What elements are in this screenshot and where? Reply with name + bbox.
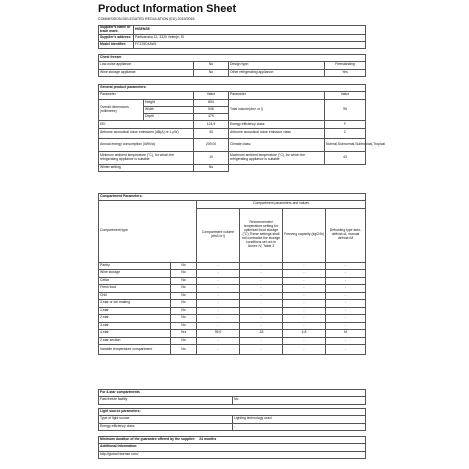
compartment-temperature: - xyxy=(240,345,283,355)
low-noise-label: Low-noise appliance: xyxy=(99,62,194,69)
compartment-present: No xyxy=(171,262,197,270)
width-label: Width xyxy=(144,106,194,113)
climate-label: Climate class: xyxy=(229,138,325,151)
compartment-type-header: Compartment type xyxy=(99,201,197,262)
recommended-temp-header: Recommended temperature setting for optimised food storage (°C) These settings shall not contradict the storage conditions set out in Annex IV, Table 3 xyxy=(240,208,283,262)
compartment-row xyxy=(99,337,366,345)
compartment-volume: - xyxy=(197,262,240,270)
compartment-freezing-capacity: - xyxy=(283,277,326,285)
freezing-capacity-header: Freezing capacity (kg/24h) xyxy=(283,208,326,262)
max-temp-label: Maximum ambient temperature (°C), for which the refrigerating appliance is suitable xyxy=(229,151,325,164)
compartment-name: Cellar xyxy=(99,277,171,285)
compartment-row xyxy=(99,277,366,285)
depth-value: 479 xyxy=(194,114,229,121)
compartment-defrost-type: - xyxy=(326,277,366,285)
compartment-defrost-type: - xyxy=(326,322,366,330)
compartment-defrost-type: - xyxy=(326,285,366,293)
height-label: Height xyxy=(144,99,194,106)
compartment-present: No xyxy=(171,292,197,300)
compartment-freezing-capacity: - xyxy=(283,345,326,355)
noise-class-value: C xyxy=(325,128,366,138)
compartment-volume: - xyxy=(197,285,240,293)
energy-class-value: F xyxy=(325,121,366,128)
light-class-label: Energy efficiency class xyxy=(99,423,233,430)
light-class-value: - xyxy=(233,423,366,430)
page-title: Product Information Sheet xyxy=(98,3,237,15)
compartment-temperature: - xyxy=(240,270,283,278)
winter-value: No xyxy=(194,164,229,171)
compartment-row xyxy=(99,300,366,308)
param-col-header: Parameter xyxy=(99,92,194,99)
supplier-address-value: Partizanska 12, 3320 Velenje, SI xyxy=(134,34,366,41)
general-parameters-table xyxy=(98,84,386,172)
noise-class-label: Airborne acoustical noise emission class xyxy=(229,128,325,138)
compartment-row xyxy=(99,285,366,293)
compartment-temperature: - xyxy=(240,337,283,345)
compartment-name: Wine storage xyxy=(99,270,171,278)
light-table xyxy=(98,408,366,431)
additional-heading: Additional information: xyxy=(99,444,366,451)
aec-label: Annual energy consumption (kWh/a) xyxy=(99,138,194,151)
energy-class-label: Energy efficiency class xyxy=(229,121,325,128)
value-col-header-2: Value xyxy=(325,92,366,99)
compartment-temperature: - xyxy=(240,300,283,308)
compartment-freezing-capacity: - xyxy=(283,307,326,315)
compartment-temperature: - xyxy=(240,277,283,285)
light-heading: Light source parameters: xyxy=(99,409,366,416)
compartment-defrost-type: - xyxy=(326,337,366,345)
total-volume-value: 95 xyxy=(325,99,366,121)
wine-storage-value: No xyxy=(194,69,229,76)
compartment-row xyxy=(99,345,366,355)
compartment-temperature: -18 xyxy=(240,330,283,338)
compartment-row xyxy=(99,315,366,323)
supplier-address-label: Supplier's address: xyxy=(99,34,134,41)
max-temp-value: 43 xyxy=(325,151,366,164)
compartment-present: No xyxy=(171,315,197,323)
compartment-present: Yes xyxy=(171,330,197,338)
compartment-present: No xyxy=(171,300,197,308)
defrost-type-header: Defrosting type auto-defrost=A, manual defrost=M xyxy=(326,208,366,262)
compartment-heading: Compartment Parameters: xyxy=(99,194,366,201)
compartment-volume: - xyxy=(197,292,240,300)
aec-value: 209,00 xyxy=(194,138,229,151)
compartment-present: No xyxy=(171,270,197,278)
regulation-subtitle: COMMISSION DELEGATED REGULATION (EU) 2019/2016 xyxy=(98,17,195,21)
supplier-name-value: HISENSE xyxy=(134,26,366,35)
compartment-defrost-type: - xyxy=(326,292,366,300)
compartment-temperature: - xyxy=(240,307,283,315)
width-value: 546 xyxy=(194,106,229,113)
compartment-row xyxy=(99,322,366,330)
compartment-present: No xyxy=(171,307,197,315)
compartment-volume: - xyxy=(197,315,240,323)
compartment-present: No xyxy=(171,285,197,293)
compartment-temperature: - xyxy=(240,285,283,293)
compartment-volume: - xyxy=(197,307,240,315)
compartment-defrost-type: - xyxy=(326,307,366,315)
climate-value: Normal,Subnormal,Subtropical,Tropical xyxy=(325,138,366,151)
fast-freeze-value: No xyxy=(233,397,366,404)
compartment-freezing-capacity: - xyxy=(283,270,326,278)
compartment-volume: - xyxy=(197,300,240,308)
compartment-name: Chill xyxy=(99,292,171,300)
guarantee-label: Minimum duration of the guarantee offered by the supplier: xyxy=(100,437,196,442)
compartment-row xyxy=(99,270,366,278)
compartment-name: 4-star xyxy=(99,330,171,338)
guarantee-table xyxy=(98,436,366,459)
type-table xyxy=(98,54,366,77)
eei-value: 124,5 xyxy=(194,121,229,128)
eei-label: EEI xyxy=(99,121,194,128)
compartment-defrost-type: M xyxy=(326,330,366,338)
compartment-volume: 95,0 xyxy=(197,330,240,338)
compartment-defrost-type: - xyxy=(326,262,366,270)
additional-link[interactable]: http://global.hisense.com/ xyxy=(99,451,366,458)
compartment-row xyxy=(99,262,366,270)
min-temp-value: 10 xyxy=(194,151,229,164)
guarantee-value: 24 months xyxy=(199,437,217,442)
compartment-freezing-capacity: - xyxy=(283,315,326,323)
model-value: FC125D4AW1 xyxy=(134,42,366,49)
compartment-name: 2-star section xyxy=(99,337,171,345)
compartment-name: 2-star xyxy=(99,315,171,323)
general-heading: General product parameters: xyxy=(99,85,366,92)
volume-header: Compartment volume (dm3 or l) xyxy=(197,208,240,262)
compartment-row xyxy=(99,292,366,300)
compartment-defrost-type: - xyxy=(326,300,366,308)
compartment-temperature: - xyxy=(240,322,283,330)
compartment-freezing-capacity: - xyxy=(283,322,326,330)
compartment-present: No xyxy=(171,277,197,285)
other-refrigerating-value: Yes xyxy=(325,69,366,76)
compartment-name: 0-star or ice-making xyxy=(99,300,171,308)
compartment-freezing-capacity: - xyxy=(283,262,326,270)
dimensions-label: Overall dimensions (millimetre) xyxy=(99,99,144,121)
fast-freeze-label: Fast freeze facility xyxy=(99,397,233,404)
min-temp-label: Minimum ambient temperature (°C), for which the refrigerating appliance is suitable xyxy=(99,151,194,164)
compartment-defrost-type: - xyxy=(326,315,366,323)
compartment-volume: - xyxy=(197,270,240,278)
height-value: 854 xyxy=(194,99,229,106)
compartment-name: Variable temperature compartment xyxy=(99,345,171,355)
supplier-table xyxy=(98,25,366,49)
compartment-freezing-capacity: 4,8 xyxy=(283,330,326,338)
compartment-temperature: - xyxy=(240,315,283,323)
noise-value: 40 xyxy=(194,128,229,138)
compartment-row xyxy=(99,330,366,338)
compartment-name: 3-star xyxy=(99,322,171,330)
compartment-volume: - xyxy=(197,322,240,330)
design-type-value: Freestanding xyxy=(325,62,366,69)
compartment-name: 1-star xyxy=(99,307,171,315)
compartment-present: No xyxy=(171,337,197,345)
compartment-temperature: - xyxy=(240,292,283,300)
type-heading: Chest freezer xyxy=(99,55,366,62)
compartment-row xyxy=(99,307,366,315)
compartment-freezing-capacity: - xyxy=(283,292,326,300)
other-refrigerating-label: Other refrigerating appliance: xyxy=(229,69,325,76)
compartment-volume: - xyxy=(197,345,240,355)
wine-storage-label: Wine storage appliance: xyxy=(99,69,194,76)
compartment-name: Pantry xyxy=(99,262,171,270)
compartment-group-header: Compartment parameters and values xyxy=(197,201,366,208)
model-label: Model identifier: xyxy=(99,42,134,49)
light-type-value: Lighting technology used xyxy=(233,416,366,423)
compartment-table xyxy=(98,193,366,355)
compartment-temperature: - xyxy=(240,262,283,270)
four-star-table xyxy=(98,389,366,405)
depth-label: Depth xyxy=(144,114,194,121)
compartment-freezing-capacity: - xyxy=(283,300,326,308)
compartment-volume: - xyxy=(197,277,240,285)
compartment-freezing-capacity: - xyxy=(283,337,326,345)
compartment-present: No xyxy=(171,345,197,355)
light-type-label: Type of light source xyxy=(99,416,233,423)
design-type-label: Design type: xyxy=(229,62,325,69)
low-noise-value: No xyxy=(194,62,229,69)
compartment-volume: - xyxy=(197,337,240,345)
total-volume-label: Total volume(dm³ or l) xyxy=(229,99,325,121)
supplier-name-label: Supplier's name or trade mark: xyxy=(99,26,134,35)
compartment-present: No xyxy=(171,322,197,330)
noise-label: Airborne acoustical noise emissions (dB(A) re 1 pW) xyxy=(99,128,194,138)
winter-label: Winter setting xyxy=(99,164,194,171)
compartment-name: Fresh food xyxy=(99,285,171,293)
four-star-heading: For 4-star compartments xyxy=(99,390,366,397)
compartment-defrost-type: - xyxy=(326,345,366,355)
value-col-header: Value xyxy=(194,92,229,99)
param-col-header-2: Parameter xyxy=(229,92,325,99)
compartment-defrost-type: - xyxy=(326,270,366,278)
compartment-freezing-capacity: - xyxy=(283,285,326,293)
